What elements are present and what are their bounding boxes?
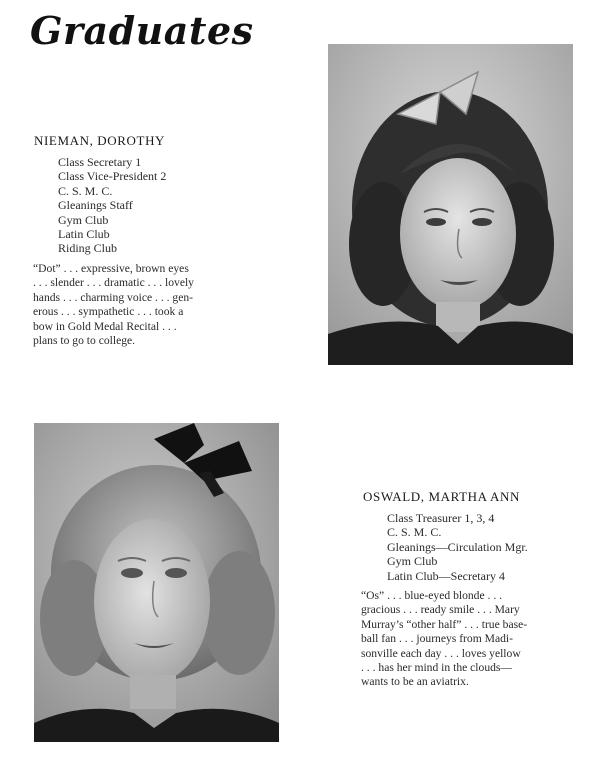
description-line: plans to go to college. [33, 334, 136, 348]
description-line: . . . slender . . . dramatic . . . lovely [33, 276, 194, 290]
activity-item: C. S. M. C. [387, 525, 442, 540]
graduate-description [33, 262, 248, 348]
graduate-name: NIEMAN, DOROTHY [34, 133, 166, 148]
description-line: “Dot” . . . expressive, brown eyes [33, 262, 189, 275]
activity-item: Gym Club [387, 554, 438, 569]
description-line: Murray’s “other half” . . . true base- [361, 617, 528, 631]
activity-item: Riding Club [58, 241, 118, 256]
activity-item: Latin Club—Secretary 4 [387, 568, 505, 583]
description-line: hands . . . charming voice . . . gen- [33, 290, 194, 304]
description-line: erous . . . sympathetic . . . took a [33, 305, 184, 319]
graduate-name: OSWALD, MARTHA ANN [363, 489, 520, 504]
activity-item: Class Treasurer 1, 3, 4 [387, 511, 495, 525]
activity-item: Gleanings Staff [58, 198, 133, 213]
activities-list [387, 511, 528, 583]
activity-item: Gym Club [58, 212, 109, 227]
description-line: gracious . . . ready smile . . . Mary [361, 603, 520, 617]
description-line: wants to be an aviatrix. [361, 675, 469, 689]
activity-item: Class Vice-President 2 [58, 169, 167, 184]
page-title: Graduates [30, 8, 254, 53]
activity-item: Gleanings—Circulation Mgr. [387, 539, 528, 554]
graduate-portrait-photo [328, 44, 573, 365]
description-line: bow in Gold Medal Recital . . . [33, 319, 177, 333]
description-line: sonville each day . . . loves yellow [361, 646, 521, 660]
graduate-description [361, 589, 573, 690]
activities-list [58, 155, 166, 256]
activity-item: C. S. M. C. [58, 183, 113, 198]
activity-item: Latin Club [58, 227, 110, 242]
graduate-portrait-photo [34, 423, 279, 742]
description-line: ball fan . . . journeys from Madi- [361, 632, 513, 646]
description-line: “Os” . . . blue-eyed blonde . . . [361, 589, 503, 602]
activity-item: Class Secretary 1 [58, 155, 142, 169]
description-line: . . . has her mind in the clouds— [361, 661, 513, 675]
